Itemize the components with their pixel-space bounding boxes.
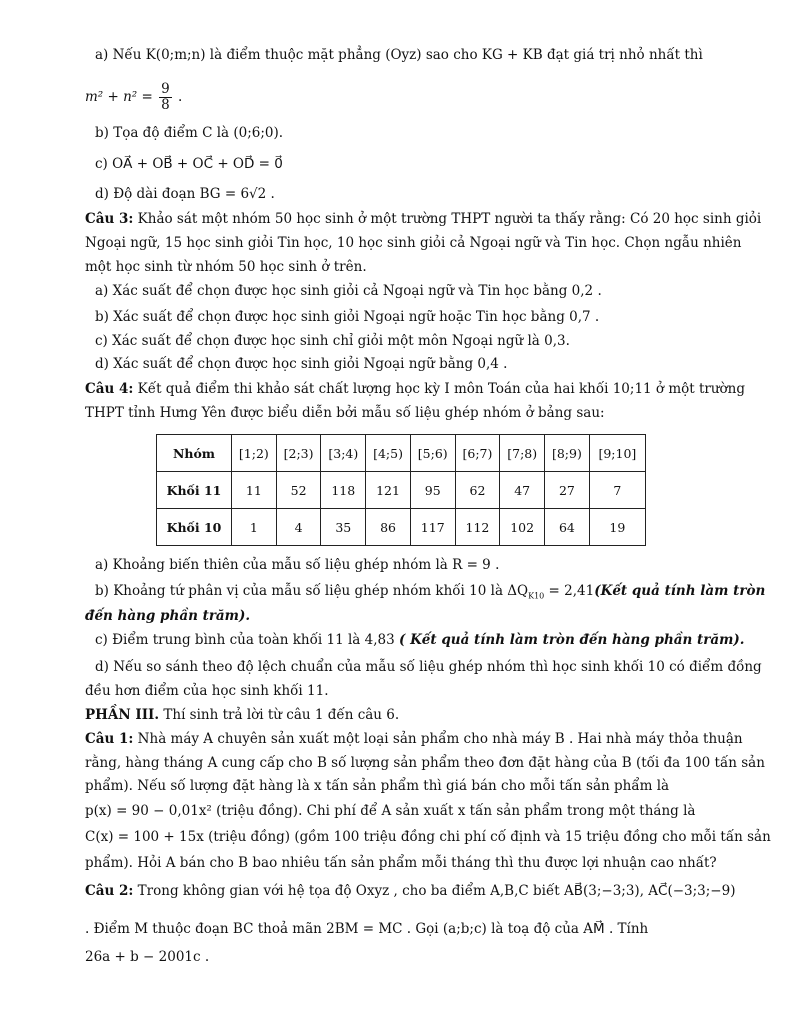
m2n2-expr: m² + n² = bbox=[85, 88, 153, 105]
item-a-K-line1: a) Nếu K(0;m;n) là điểm thuộc mặt phẳng (Oyz) sao cho KG + KB đạt giá trị nhỏ nhất thì bbox=[95, 47, 703, 63]
table-cell: 95 bbox=[410, 472, 455, 509]
table-cell: 86 bbox=[366, 509, 411, 546]
p1-line3: phẩm). Nếu số lượng đặt hàng là x tấn sản phẩm thì giá bán cho mỗi tấn sản phẩm là bbox=[85, 778, 670, 794]
p1-line4: p(x) = 90 − 0,01x² (triệu đồng). Chi phí để A sản xuất x tấn sản phẩm trong một tháng là bbox=[85, 803, 696, 819]
table-cell: [1;2) bbox=[232, 435, 277, 472]
cau4-c-note: ( Kết quả tính làm tròn đến hàng phần trăm). bbox=[398, 632, 745, 648]
cau4-line2: THPT tỉnh Hưng Yên được biểu diễn bởi mẫu số liệu ghép nhóm ở bảng sau: bbox=[85, 405, 605, 421]
table-cell: [5;6) bbox=[410, 435, 455, 472]
table-cell: 35 bbox=[321, 509, 366, 546]
cau4-c-text: c) Điểm trung bình của toàn khối 11 là 4,83 bbox=[95, 632, 399, 648]
table-cell: [9;10] bbox=[589, 435, 645, 472]
p1-line2: rằng, hàng tháng A cung cấp cho B số lượng sản phẩm theo đơn đặt hàng của B (tối đa 100 tấn sản bbox=[85, 755, 765, 771]
table-cell: Nhóm bbox=[157, 435, 232, 472]
cau4-option-c bbox=[95, 632, 745, 649]
p1-text1: Nhà máy A chuyên sản xuất một loại sản phẩm cho nhà máy B . Hai nhà máy thỏa thuận bbox=[133, 731, 743, 747]
period: . bbox=[178, 88, 183, 105]
cau4-option-b-line1 bbox=[95, 583, 766, 601]
table-cell: Khối 10 bbox=[157, 509, 232, 546]
cau4-option-d-line1: d) Nếu so sánh theo độ lệch chuẩn của mẫu số liệu ghép nhóm thì học sinh khối 10 có điểm đồng bbox=[95, 659, 762, 675]
table-cell: 64 bbox=[545, 509, 590, 546]
fraction-denominator: 8 bbox=[161, 96, 170, 113]
cau4-option-a: a) Khoảng biến thiên của mẫu số liệu ghép nhóm là R = 9 . bbox=[95, 557, 500, 573]
cau3-option-a: a) Xác suất để chọn được học sinh giỏi cả Ngoại ngữ và Tin học bằng 0,2 . bbox=[95, 283, 602, 299]
table-cell: 102 bbox=[500, 509, 545, 546]
table-cell: 112 bbox=[455, 509, 500, 546]
table-cell: [7;8) bbox=[500, 435, 545, 472]
p1-line6: phẩm). Hỏi A bán cho B bao nhiêu tấn sản phẩm mỗi tháng thì thu được lợi nhuận cao nhất? bbox=[85, 855, 717, 871]
p1-line5: C(x) = 100 + 15x (triệu đồng) (gồm 100 triệu đồng chi phí cố định và 15 triệu đồng cho mỗi tấn sản bbox=[85, 829, 771, 845]
cau3-line2: Ngoại ngữ, 15 học sinh giỏi Tin học, 10 học sinh giỏi cả Ngoại ngữ và Tin học. Chọn ngẫu nhiên bbox=[85, 235, 742, 251]
item-b-C: b) Tọa độ điểm C là (0;6;0). bbox=[95, 125, 284, 141]
table-cell: 52 bbox=[276, 472, 321, 509]
cau4-option-d-line2: đều hơn điểm của học sinh khối 11. bbox=[85, 683, 329, 699]
fraction-numerator: 9 bbox=[161, 81, 170, 97]
cau4-b-value: = 2,41 bbox=[544, 583, 595, 599]
p2-line1 bbox=[85, 883, 736, 900]
cau4-b-subscript: K10 bbox=[528, 591, 545, 601]
table-cell: [4;5) bbox=[366, 435, 411, 472]
table-cell: [3;4) bbox=[321, 435, 366, 472]
table-cell: [2;3) bbox=[276, 435, 321, 472]
table-cell: 27 bbox=[545, 472, 590, 509]
part3-heading bbox=[85, 708, 712, 724]
cau4-line1 bbox=[85, 381, 746, 398]
cau3-label: Câu 3: bbox=[85, 211, 134, 227]
table-header-row bbox=[157, 435, 646, 472]
part3-label: PHẦN III. bbox=[85, 707, 160, 723]
table-cell: 47 bbox=[500, 472, 545, 509]
cau4-b-text: b) Khoảng tứ phân vị của mẫu số liệu ghép nhóm khối 10 là ΔQ bbox=[95, 583, 529, 599]
cau3-line1 bbox=[85, 211, 762, 228]
table-cell: 4 bbox=[276, 509, 321, 546]
fraction-9-8 bbox=[159, 82, 172, 113]
item-d-BG: d) Độ dài đoạn BG = 6√2 . bbox=[95, 186, 275, 202]
p1-label: Câu 1: bbox=[85, 731, 134, 747]
cau4-label: Câu 4: bbox=[85, 381, 134, 397]
cau3-option-c: c) Xác suất để chọn được học sinh chỉ giỏi một môn Ngoại ngữ là 0,3. bbox=[95, 333, 570, 349]
cau3-line3: một học sinh từ nhóm 50 học sinh ở trên. bbox=[85, 259, 367, 275]
p2-text1: Trong không gian với hệ tọa độ Oxyz , cho ba điểm A,B,C biết AB⃗(3;−3;3), AC⃗(−3;3;−9) bbox=[133, 883, 736, 899]
p2-line3: 26a + b − 2001c . bbox=[85, 949, 210, 965]
part3-text: Thí sinh trả lời từ câu 1 đến câu 6. bbox=[159, 707, 400, 723]
table-cell: 1 bbox=[232, 509, 277, 546]
cau4-option-b-line2: đến hàng phần trăm). bbox=[85, 608, 251, 624]
p2-label: Câu 2: bbox=[85, 883, 134, 899]
p2-line2: . Điểm M thuộc đoạn BC thoả mãn 2BM = MC . Gọi (a;b;c) là toạ độ của AM⃗ . Tính bbox=[85, 921, 649, 937]
cau3-option-d: d) Xác suất để chọn được học sinh giỏi Ngoại ngữ bằng 0,4 . bbox=[95, 356, 508, 372]
item-c-vectors: c) OA⃗ + OB⃗ + OC⃗ + OD⃗ = 0⃗ bbox=[95, 156, 283, 172]
table-cell: 19 bbox=[589, 509, 645, 546]
table-row bbox=[157, 472, 646, 509]
p1-line1 bbox=[85, 731, 743, 748]
cau3-option-b: b) Xác suất để chọn được học sinh giỏi Ngoại ngữ hoặc Tin học bằng 0,7 . bbox=[95, 309, 600, 325]
cau3-text1: Khảo sát một nhóm 50 học sinh ở một trường THPT người ta thấy rằng: Có 20 học sinh giỏi bbox=[133, 211, 762, 227]
cau4-b-note: (Kết quả tính làm tròn bbox=[594, 583, 766, 599]
table-cell: 121 bbox=[366, 472, 411, 509]
table-cell: 117 bbox=[410, 509, 455, 546]
table-row bbox=[157, 509, 646, 546]
table-cell: 62 bbox=[455, 472, 500, 509]
table-cell: Khối 11 bbox=[157, 472, 232, 509]
table-cell: [6;7) bbox=[455, 435, 500, 472]
table-cell: 118 bbox=[321, 472, 366, 509]
item-a-K-line2 bbox=[85, 82, 712, 113]
cau4-text1: Kết quả điểm thi khảo sát chất lượng học kỳ I môn Toán của hai khối 10;11 ở một trường bbox=[133, 381, 746, 397]
table-cell: 7 bbox=[589, 472, 645, 509]
table-cell: [8;9) bbox=[545, 435, 590, 472]
table-cell: 11 bbox=[232, 472, 277, 509]
score-table bbox=[156, 434, 646, 546]
